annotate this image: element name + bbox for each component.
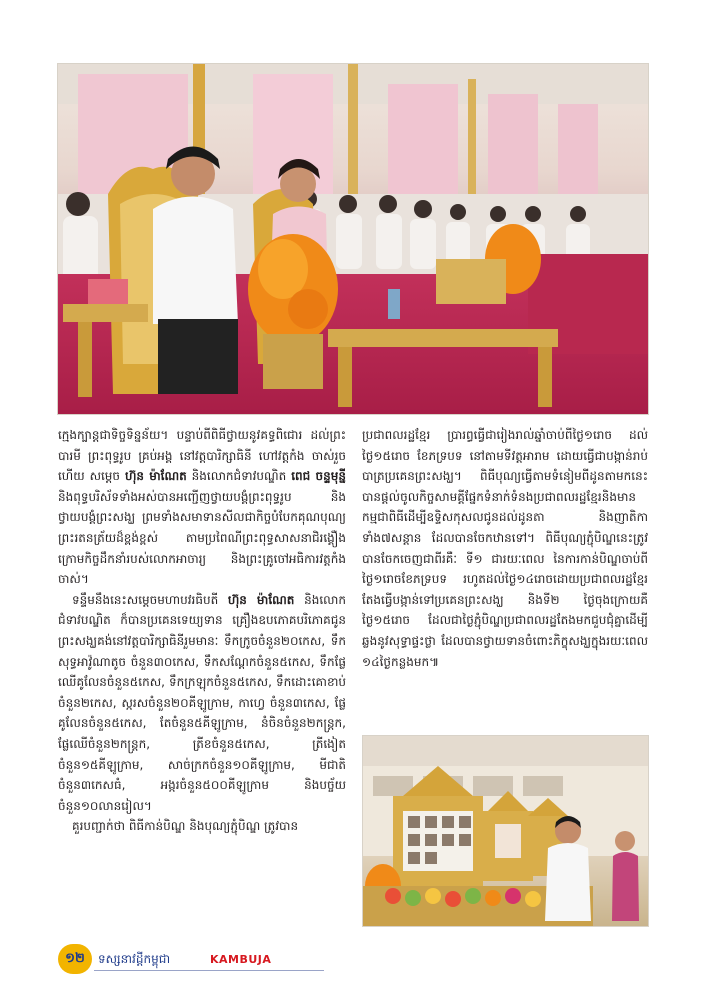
- page-footer: [58, 944, 338, 974]
- offering-photo-illustration: [363, 736, 648, 926]
- page-number-badge: [58, 944, 92, 974]
- paragraph-text: និងលោកជំទាវបណ្ឌិត ក៏បានប្រគេនទេយ្យទាន គ្រឿងឧបភោគបរិភោគជូន ព្រះសង្ឃគង់នៅវត្តបារិក្សាធិនីរួមមានៈ ទឹកក្រូចចំនួន២០កេស, ទឹកសុទ្ធអាវ៉ូណាតូច ចំនួន៣០កេស, ទឹកសណ្តែកចំនួន៥កេស, ទឹកផ្លែឈើគូលែនចំនួន៥កេស, ទឹកក្រឡុកចំនួន៥កេស, ទឹកដោះគោខាប់ចំនួន២កេស, ស្ករសចំនួន២០គីឡូក្រាម, កាហ្វេ ចំនួន៣កេស, ផ្លែគូលែនចំនួន៥កេស, តែចំនួន៥គីឡូក្រាម, នំចិនចំនួន២កន្ត្រក, ផ្លែឈើចំនួន២កន្ត្រក, ត្រីខចំនួន៥កេស, ត្រីងៀតចំនួន១៥គីឡូក្រាម, សាច់ក្រកចំនួន១០គីឡូក្រាម, មីជាតិចំនួន៣កេសធំ, អង្ករចំនួន៥០០គីឡូក្រាម និងបច្ច័យចំនួន១០លានរៀល។: [58, 592, 346, 813]
- offering-photo: [362, 735, 649, 927]
- ceremony-photo: [57, 63, 649, 415]
- paragraph-text: ក្មេងក្បាន្តជាទិច្ចទិន្នន័យ។ បន្ទាប់ពីពិធីថ្វាយនូវគទ្ធពិជោរ ដល់ព្រះបារមី ព្រះពុទ្ធរូប គ្រប់អង្គ នៅវត្តបារិក្សាធិនី ហៅវត្តកំង ចាស់រួចហើយ សម្តេច: [58, 428, 346, 484]
- paragraph-text: គួរបញ្ជាក់ថា ពិធីកាន់បិណ្ឌ និងបុណ្យភ្ជុំបិណ្ឌ ត្រូវបាន: [72, 819, 299, 834]
- paragraph-text: និងលោកជំទាវបណ្ឌិត: [186, 469, 292, 484]
- article-paragraph: [58, 425, 346, 590]
- bold-name: ហ៊ុន ម៉ាណែត: [227, 592, 295, 607]
- paragraph-text: ប្រជាពលរដ្ឋខ្មែរ ប្រារព្ធធ្វើជារៀងរាល់ឆ្នាំចាប់ពីថ្ងៃ១រោច ដល់ថ្ងៃ១៥រោច ខែភទ្របទ នៅតាមទីវត្តអារាម ដោយធ្វើជាបង្កាន់រាប់បាត្រប្រគេនព្រះសង្ឃ។ ពិធីបុណ្យធ្វើតាមទំនៀមពីដូនតាមកនេះបានផ្តល់ចូលកិច្ចសាមគ្គីផ្នែកទំនាក់ទំនងប្រជាពលរដ្ឋខ្មែរនិងមានកម្មជាពិធីដើម្បីឧទ្ទិសកុសលជូនដល់ដូនតា និងញាតិកាទាំង៧សន្តាន ដែលបានចែកឋានទៅ។ ពិធីបុណ្យភ្ជុំបិណ្ឌនេះត្រូវបានចែកចេញជាពីរគឺៈ ទី១ ជារយៈពេល នៃការកាន់បិណ្ឌចាប់ពីថ្ងៃ១រោចខែភទ្របទ រហូតដល់ថ្ងៃ១៤រោចដោយប្រជាពលរដ្ឋខ្មែរតែងធ្វើបង្កាន់ទៅប្រគេនព្រះសង្ឃ និងទី២ ថ្ងៃចុងក្រោយគឺ ថ្ងៃ១៥រោច ដែលជាថ្ងៃភ្ជុំបិណ្ឌប្រជាពលរដ្ឋតែងមកជួបជុំគ្នាដើម្បីឆ្លងនូវសុទ្ធាផ្ទះថ្លា ដែលបានថ្វាយទានចំពោះភិក្ខុសង្ឃក្នុងរយៈពេល ១៤ថ្ងៃកន្លងមក៕: [362, 428, 648, 669]
- article-right-column: [362, 425, 648, 672]
- article-left-column: [58, 425, 346, 837]
- article-paragraph: [58, 816, 346, 837]
- magazine-brand: KAMBUJA: [210, 953, 272, 966]
- paragraph-text: និងពុទ្ធបរិស័ទទាំងអស់បានអញ្ជើញថ្វាយបង្គំព្រះពុទ្ធរូប និងថ្វាយបង្គំព្រះសង្ឃ ព្រមទាំងសមាទានសីលជាកិច្ចបំបែកគុណបុណ្យព្រះរតនត្រ័យដ៏ខ្ពង់ខ្ពស់ តាមប្រពៃណីព្រះពុទ្ធសាសនាជិរង្គឿង ក្រោមកិច្ចដឹកនាំរបស់លោកអាចារ្យ និងព្រះគ្រូចៅអធិការវត្តកំងចាស់។: [58, 489, 346, 587]
- paragraph-text: ទន្ទឹមនឹងនេះសម្តេចមហាបវរធិបតី: [72, 592, 228, 607]
- magazine-title: ទស្សនាវដ្តីកម្ពុជា: [98, 952, 171, 966]
- bold-name: ហ៊ុន ម៉ាណែត: [124, 469, 187, 484]
- article-paragraph: [362, 425, 648, 672]
- footer-divider: [94, 970, 324, 971]
- ceremony-photo-illustration: [58, 64, 648, 414]
- article-paragraph: [58, 590, 346, 817]
- page-number: ១២: [65, 950, 85, 966]
- bold-name: ពេជ ចន្ទមុន្នី: [291, 469, 346, 484]
